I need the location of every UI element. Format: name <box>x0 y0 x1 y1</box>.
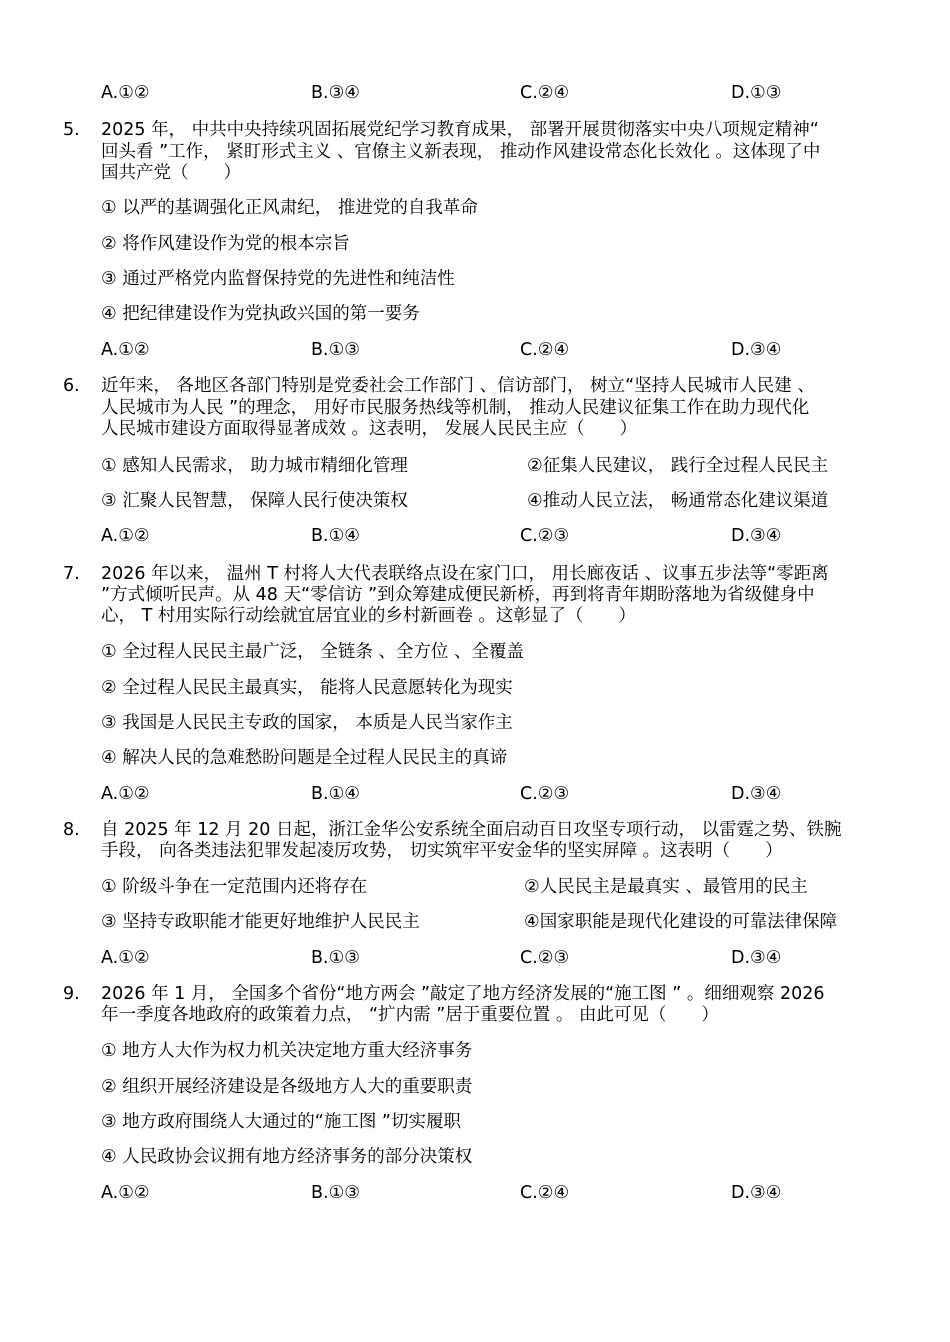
q6-option: ②征集人民建议， 践行全过程人民民主 <box>527 456 829 476</box>
q5-stem-line: 国共产党（ ） <box>101 163 241 183</box>
q8-choice-a: A.①② <box>101 948 150 968</box>
q7-option: ② 全过程人民民主最真实， 能将人民意愿转化为现实 <box>101 678 513 698</box>
q4-choice-d: D.①③ <box>731 83 782 103</box>
q9-number: 9. <box>63 984 80 1004</box>
q9-option: ④ 人民政协会议拥有地方经济事务的部分决策权 <box>101 1147 473 1167</box>
q7-option: ④ 解决人民的急难愁盼问题是全过程人民民主的真谛 <box>101 748 508 768</box>
q5-choice-c: C.②④ <box>520 340 570 360</box>
q6-choice-d: D.③④ <box>731 526 782 546</box>
q9-choice-b: B.①③ <box>311 1183 360 1203</box>
q7-choice-a: A.①② <box>101 784 150 804</box>
q9-option: ② 组织开展经济建设是各级地方人大的重要职责 <box>101 1077 473 1097</box>
q7-choice-c: C.②③ <box>520 784 570 804</box>
q7-option: ① 全过程人民民主最广泛， 全链条 、全方位 、全覆盖 <box>101 642 524 662</box>
q4-choice-b: B.③④ <box>311 83 360 103</box>
q8-option: ① 阶级斗争在一定范围内还将存在 <box>101 877 368 897</box>
q9-stem-line: 年一季度各地政府的政策着力点， “扩内需 ”居于重要位置 。 由此可见（ ） <box>101 1005 719 1025</box>
q6-option: ① 感知人民需求， 助力城市精细化管理 <box>101 456 408 476</box>
q7-choice-b: B.①④ <box>311 784 360 804</box>
q7-stem-line: 心， T 村用实际行动绘就宜居宜业的乡村新画卷 。这彰显了（ ） <box>101 606 636 626</box>
q7-choice-d: D.③④ <box>731 784 782 804</box>
q4-choice-c: C.②④ <box>520 83 570 103</box>
q8-number: 8. <box>63 820 80 840</box>
q5-choice-a: A.①② <box>101 340 150 360</box>
q8-choice-c: C.②③ <box>520 948 570 968</box>
q9-stem-line: 2026 年 1 月， 全国多个省份“地方两会 ”敲定了地方经济发展的“施工图 ” 。细细观察 2026 <box>101 984 825 1004</box>
q7-stem-line: ”方式倾听民声。从 48 天“零信访 ”到众筹建成便民新桥，再到将青年期盼落地为省级健身中 <box>101 585 815 605</box>
q8-option: ②人民民主是最真实 、最管用的民主 <box>524 877 808 897</box>
q5-option: ① 以严的基调强化正风肃纪， 推进党的自我革命 <box>101 198 478 218</box>
q5-choice-b: B.①③ <box>311 340 360 360</box>
q5-choice-d: D.③④ <box>731 340 782 360</box>
q7-option: ③ 我国是人民民主专政的国家， 本质是人民当家作主 <box>101 713 513 733</box>
q9-option: ③ 地方政府围绕人大通过的“施工图 ”切实履职 <box>101 1112 461 1132</box>
q5-number: 5. <box>63 120 80 140</box>
q9-choice-c: C.②④ <box>520 1183 570 1203</box>
q9-choice-a: A.①② <box>101 1183 150 1203</box>
q9-choice-d: D.③④ <box>731 1183 782 1203</box>
q6-choice-b: B.①④ <box>311 526 360 546</box>
q8-option: ③ 坚持专政职能才能更好地维护人民民主 <box>101 912 420 932</box>
q8-choice-b: B.①③ <box>311 948 360 968</box>
q6-stem-line: 近年来， 各地区各部门特别是党委社会工作部门 、信访部门， 树立“坚持人民城市人民建 、 <box>101 376 815 396</box>
q7-number: 7. <box>63 564 80 584</box>
q6-choice-c: C.②③ <box>520 526 570 546</box>
q7-stem-line: 2026 年以来， 温州 T 村将人大代表联络点设在家门口， 用长廊夜话 、议事五步法等“零距离 <box>101 564 829 584</box>
q8-choice-d: D.③④ <box>731 948 782 968</box>
q5-stem-line: 回头看 ”工作， 紧盯形式主义 、官僚主义新表现， 推动作风建设常态化长效化 。这体现了中 <box>101 142 821 162</box>
q4-choice-a: A.①② <box>101 83 150 103</box>
q5-stem-line: 2025 年， 中共中央持续巩固拓展党纪学习教育成果， 部署开展贯彻落实中央八项规定精神“ <box>101 120 819 140</box>
q8-stem-line: 手段， 向各类违法犯罪发起凌厉攻势， 切实筑牢平安金华的坚实屏障 。这表明（ ） <box>101 841 783 861</box>
q5-option: ④ 把纪律建设作为党执政兴国的第一要务 <box>101 304 420 324</box>
q6-stem-line: 人民城市建设方面取得显著成效 。这表明， 发展人民民主应（ ） <box>101 419 638 439</box>
q8-option: ④国家职能是现代化建设的可靠法律保障 <box>524 912 838 932</box>
q9-option: ① 地方人大作为权力机关决定地方重大经济事务 <box>101 1041 473 1061</box>
q6-option: ③ 汇聚人民智慧， 保障人民行使决策权 <box>101 491 408 511</box>
q5-option: ② 将作风建设作为党的根本宗旨 <box>101 234 350 254</box>
q6-option: ④推动人民立法， 畅通常态化建议渠道 <box>527 491 829 511</box>
q6-number: 6. <box>63 376 80 396</box>
q5-option: ③ 通过严格党内监督保持党的先进性和纯洁性 <box>101 269 455 289</box>
q6-choice-a: A.①② <box>101 526 150 546</box>
q6-stem-line: 人民城市为人民 ”的理念， 用好市民服务热线等机制， 推动人民建议征集工作在助力现代化 <box>101 398 810 418</box>
q8-stem-line: 自 2025 年 12 月 20 日起，浙江金华公安系统全面启动百日攻坚专项行动， 以雷霆之势、铁腕 <box>101 820 842 840</box>
